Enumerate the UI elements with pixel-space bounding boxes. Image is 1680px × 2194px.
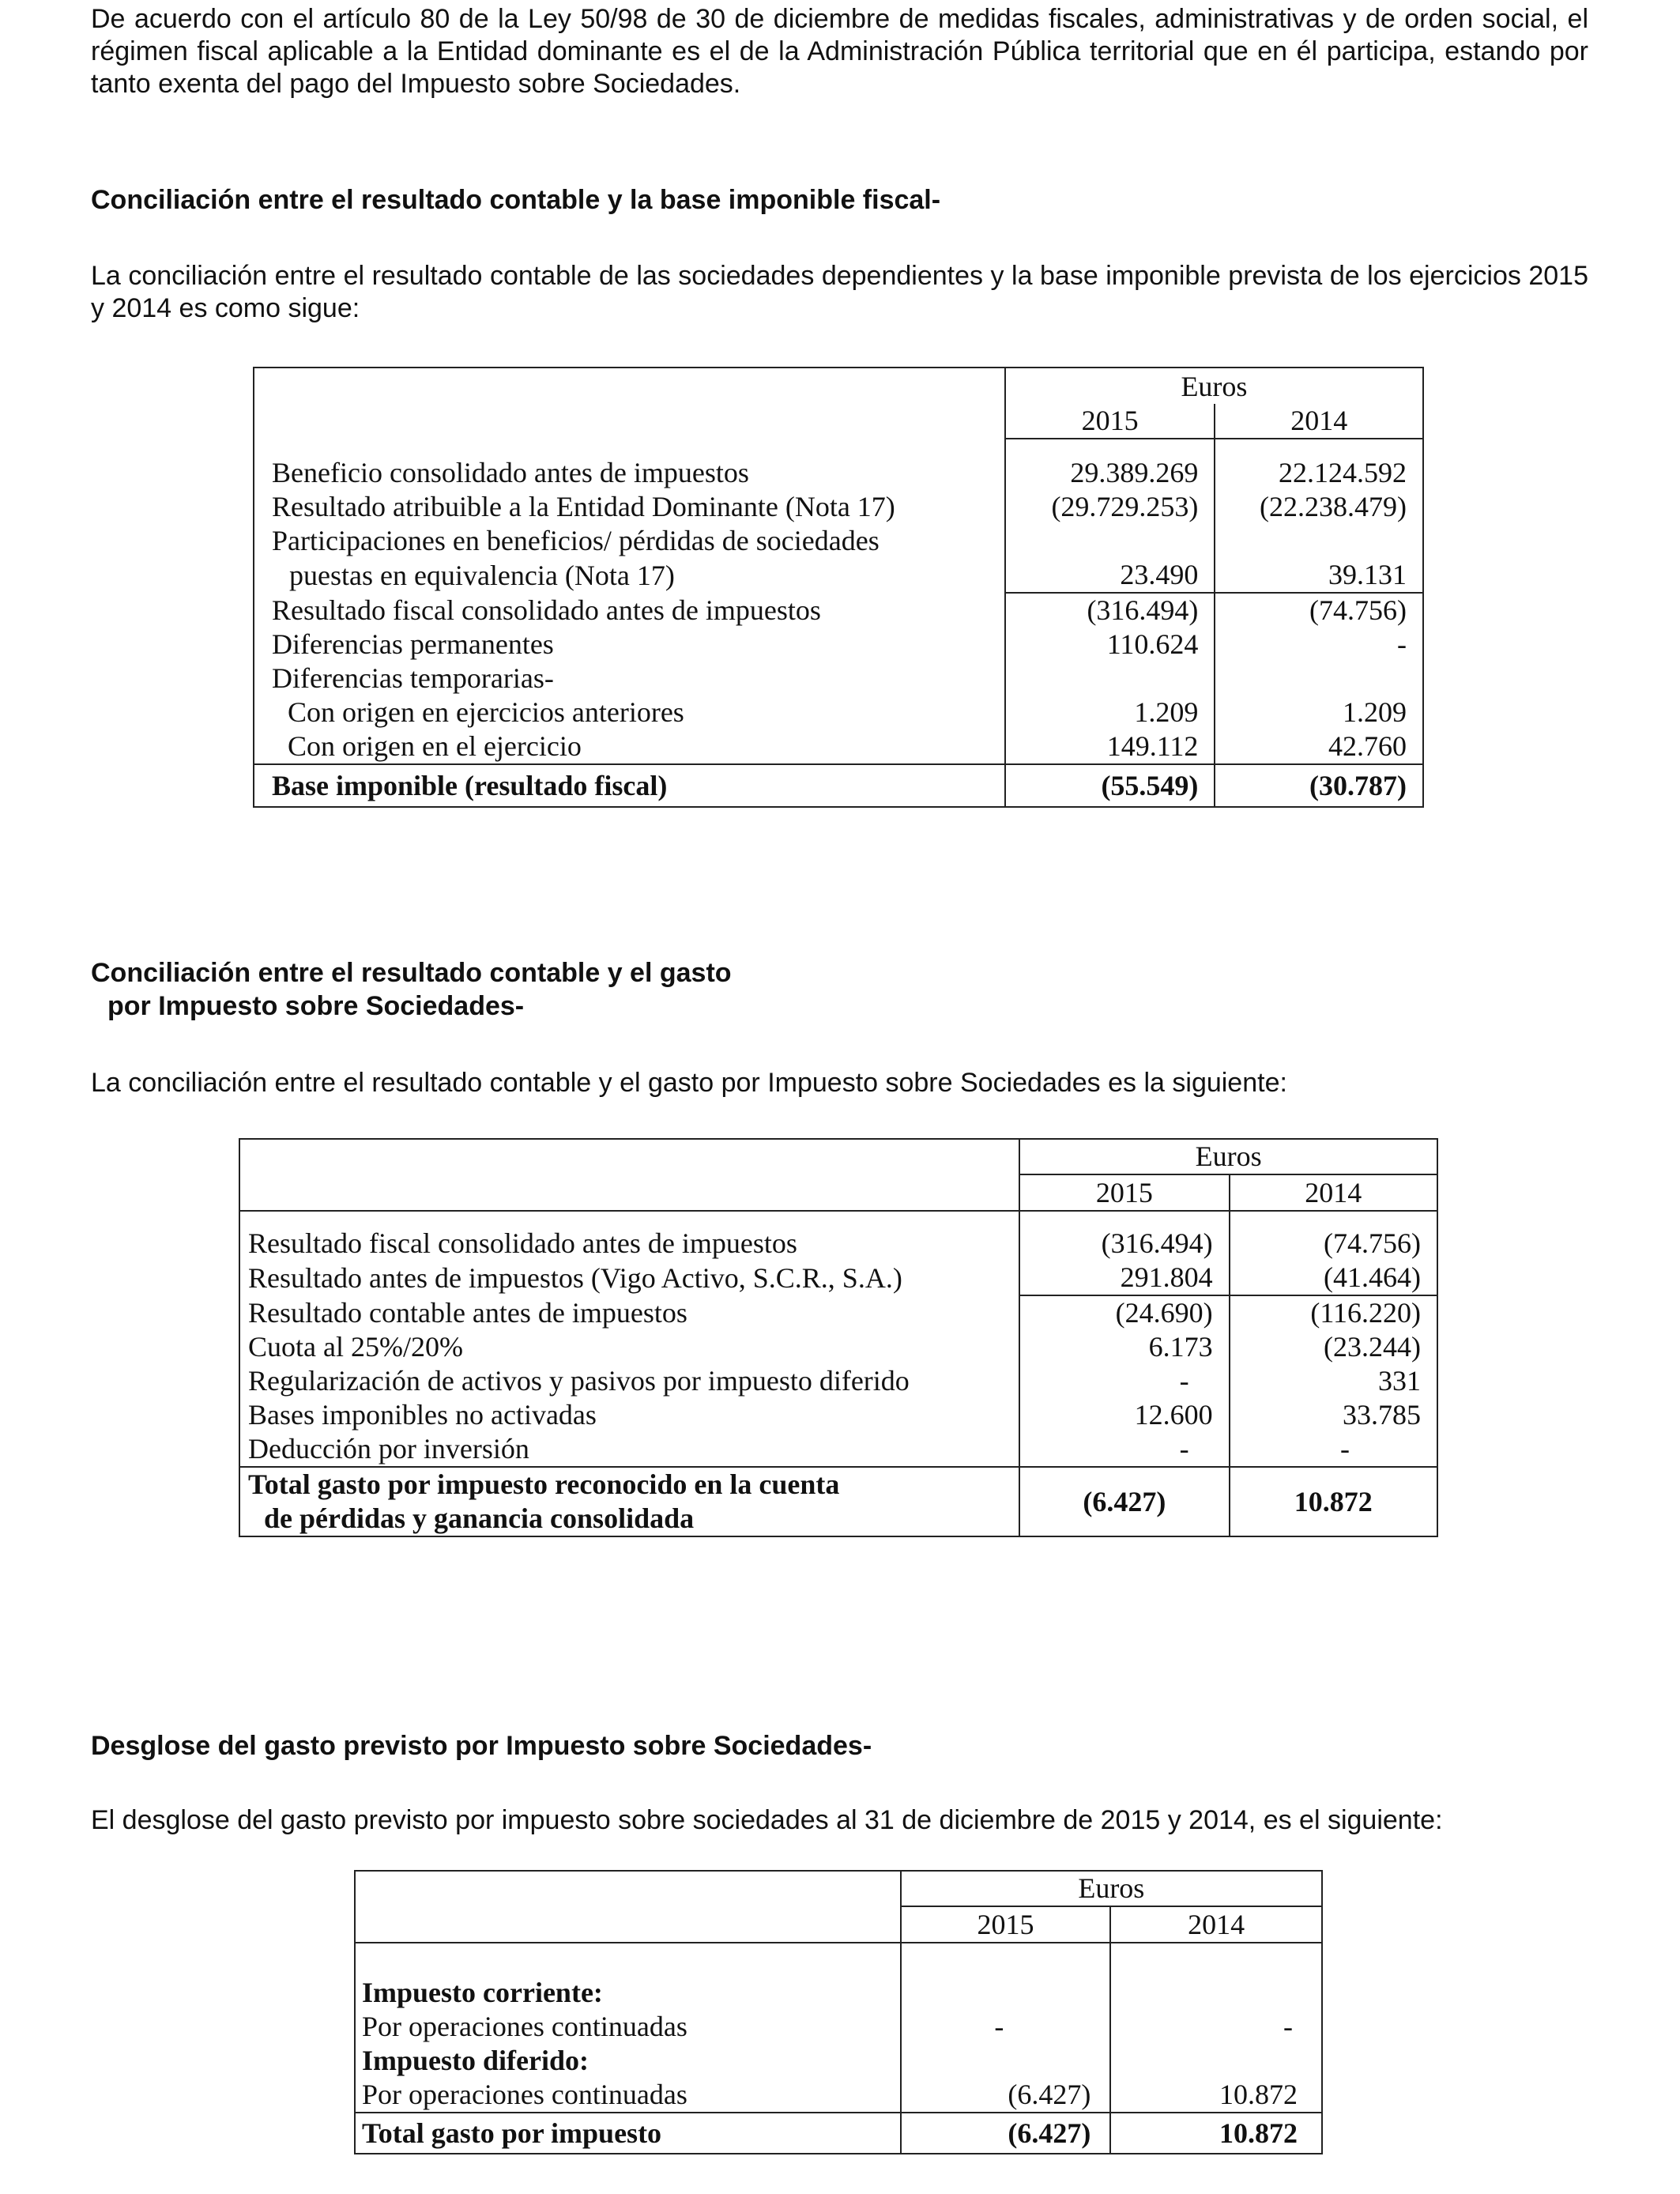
table-row: Regularización de activos y pasivos por impuesto diferido - 331: [239, 1364, 1437, 1398]
table-row: Resultado contable antes de impuestos (24.690) (116.220): [239, 1295, 1437, 1330]
table-row: Resultado antes de impuestos (Vigo Activo, S.C.R., S.A.) 291.804 (41.464): [239, 1261, 1437, 1295]
year-2014-header: 2014: [1215, 404, 1423, 439]
tax-expense-reconciliation-table: [239, 1138, 1438, 1537]
table-row: puestas en equivalencia (Nota 17) 23.490 39.131: [254, 558, 1423, 593]
table-row: Cuota al 25%/20% 6.173 (23.244): [239, 1330, 1437, 1364]
total-row: Total gasto por impuesto reconocido en la cuenta de pérdidas y ganancia consolidada (6.427) 10.872: [239, 1467, 1437, 1536]
year-2015-header: 2015: [1019, 1174, 1229, 1211]
year-2015-header: 2015: [901, 1906, 1111, 1943]
section2-heading-line2: por Impuesto sobre Sociedades-: [107, 991, 525, 1021]
table-row: Por operaciones continuadas (6.427) 10.872: [355, 2078, 1322, 2113]
tax-base-reconciliation-table: [253, 367, 1424, 808]
section1-heading: Conciliación entre el resultado contable y la base imponible fiscal-: [91, 185, 941, 215]
year-2014-header: 2014: [1230, 1174, 1437, 1211]
section3-heading: Desglose del gasto previsto por Impuesto sobre Sociedades-: [91, 1731, 872, 1761]
tax-expense-breakdown-table: [354, 1870, 1323, 2154]
table-row: Bases imponibles no activadas 12.600 33.785: [239, 1398, 1437, 1432]
table-row: Beneficio consolidado antes de impuestos 29.389.269 22.124.592: [254, 456, 1423, 490]
section2-paragraph: La conciliación entre el resultado contable y el gasto por Impuesto sobre Sociedades es la siguiente:: [91, 1068, 1287, 1098]
table-row: Impuesto diferido:: [355, 2044, 1322, 2078]
currency-header: Euros: [901, 1871, 1322, 1906]
intro-paragraph: De acuerdo con el artículo 80 de la Ley 50/98 de 30 de diciembre de medidas fiscales, administrativas y de orden social, el régimen fiscal aplicable a la Entidad dominante es el de la Administración Pública territorial que en él participa, estando por tanto exenta del pago del Impuesto sobre Sociedades.: [91, 4, 1588, 99]
table-row: Con origen en el ejercicio 149.112 42.760: [254, 729, 1423, 764]
section3-paragraph: El desglose del gasto previsto por impuesto sobre sociedades al 31 de diciembre de 2015 y 2014, es el siguiente:: [91, 1805, 1443, 1835]
table-row: Diferencias permanentes 110.624 -: [254, 628, 1423, 662]
table-row: Participaciones en beneficios/ pérdidas de sociedades: [254, 524, 1423, 558]
total-row: Base imponible (resultado fiscal) (55.549) (30.787): [254, 764, 1423, 807]
table-row: Resultado atribuible a la Entidad Dominante (Nota 17) (29.729.253) (22.238.479): [254, 490, 1423, 524]
section1-paragraph: La conciliación entre el resultado contable de las sociedades dependientes y la base imponible prevista de los ejercicios 2015 y 2014 es como sigue:: [91, 261, 1588, 323]
total-row: Total gasto por impuesto (6.427) 10.872: [355, 2113, 1322, 2154]
currency-header: Euros: [1019, 1139, 1437, 1174]
currency-header: Euros: [1005, 368, 1423, 404]
year-2015-header: 2015: [1005, 404, 1215, 439]
table-row: Con origen en ejercicios anteriores 1.209 1.209: [254, 696, 1423, 729]
table-row: Resultado fiscal consolidado antes de impuestos (316.494) (74.756): [239, 1227, 1437, 1261]
section2-heading-line1: Conciliación entre el resultado contable y el gasto: [91, 958, 732, 988]
table-row: Por operaciones continuadas - -: [355, 2010, 1322, 2044]
table-row: Resultado fiscal consolidado antes de impuestos (316.494) (74.756): [254, 593, 1423, 628]
table-row: Deducción por inversión - -: [239, 1432, 1437, 1467]
year-2014-header: 2014: [1110, 1906, 1322, 1943]
table-row: Impuesto corriente:: [355, 1976, 1322, 2010]
table-row: Diferencias temporarias-: [254, 662, 1423, 696]
